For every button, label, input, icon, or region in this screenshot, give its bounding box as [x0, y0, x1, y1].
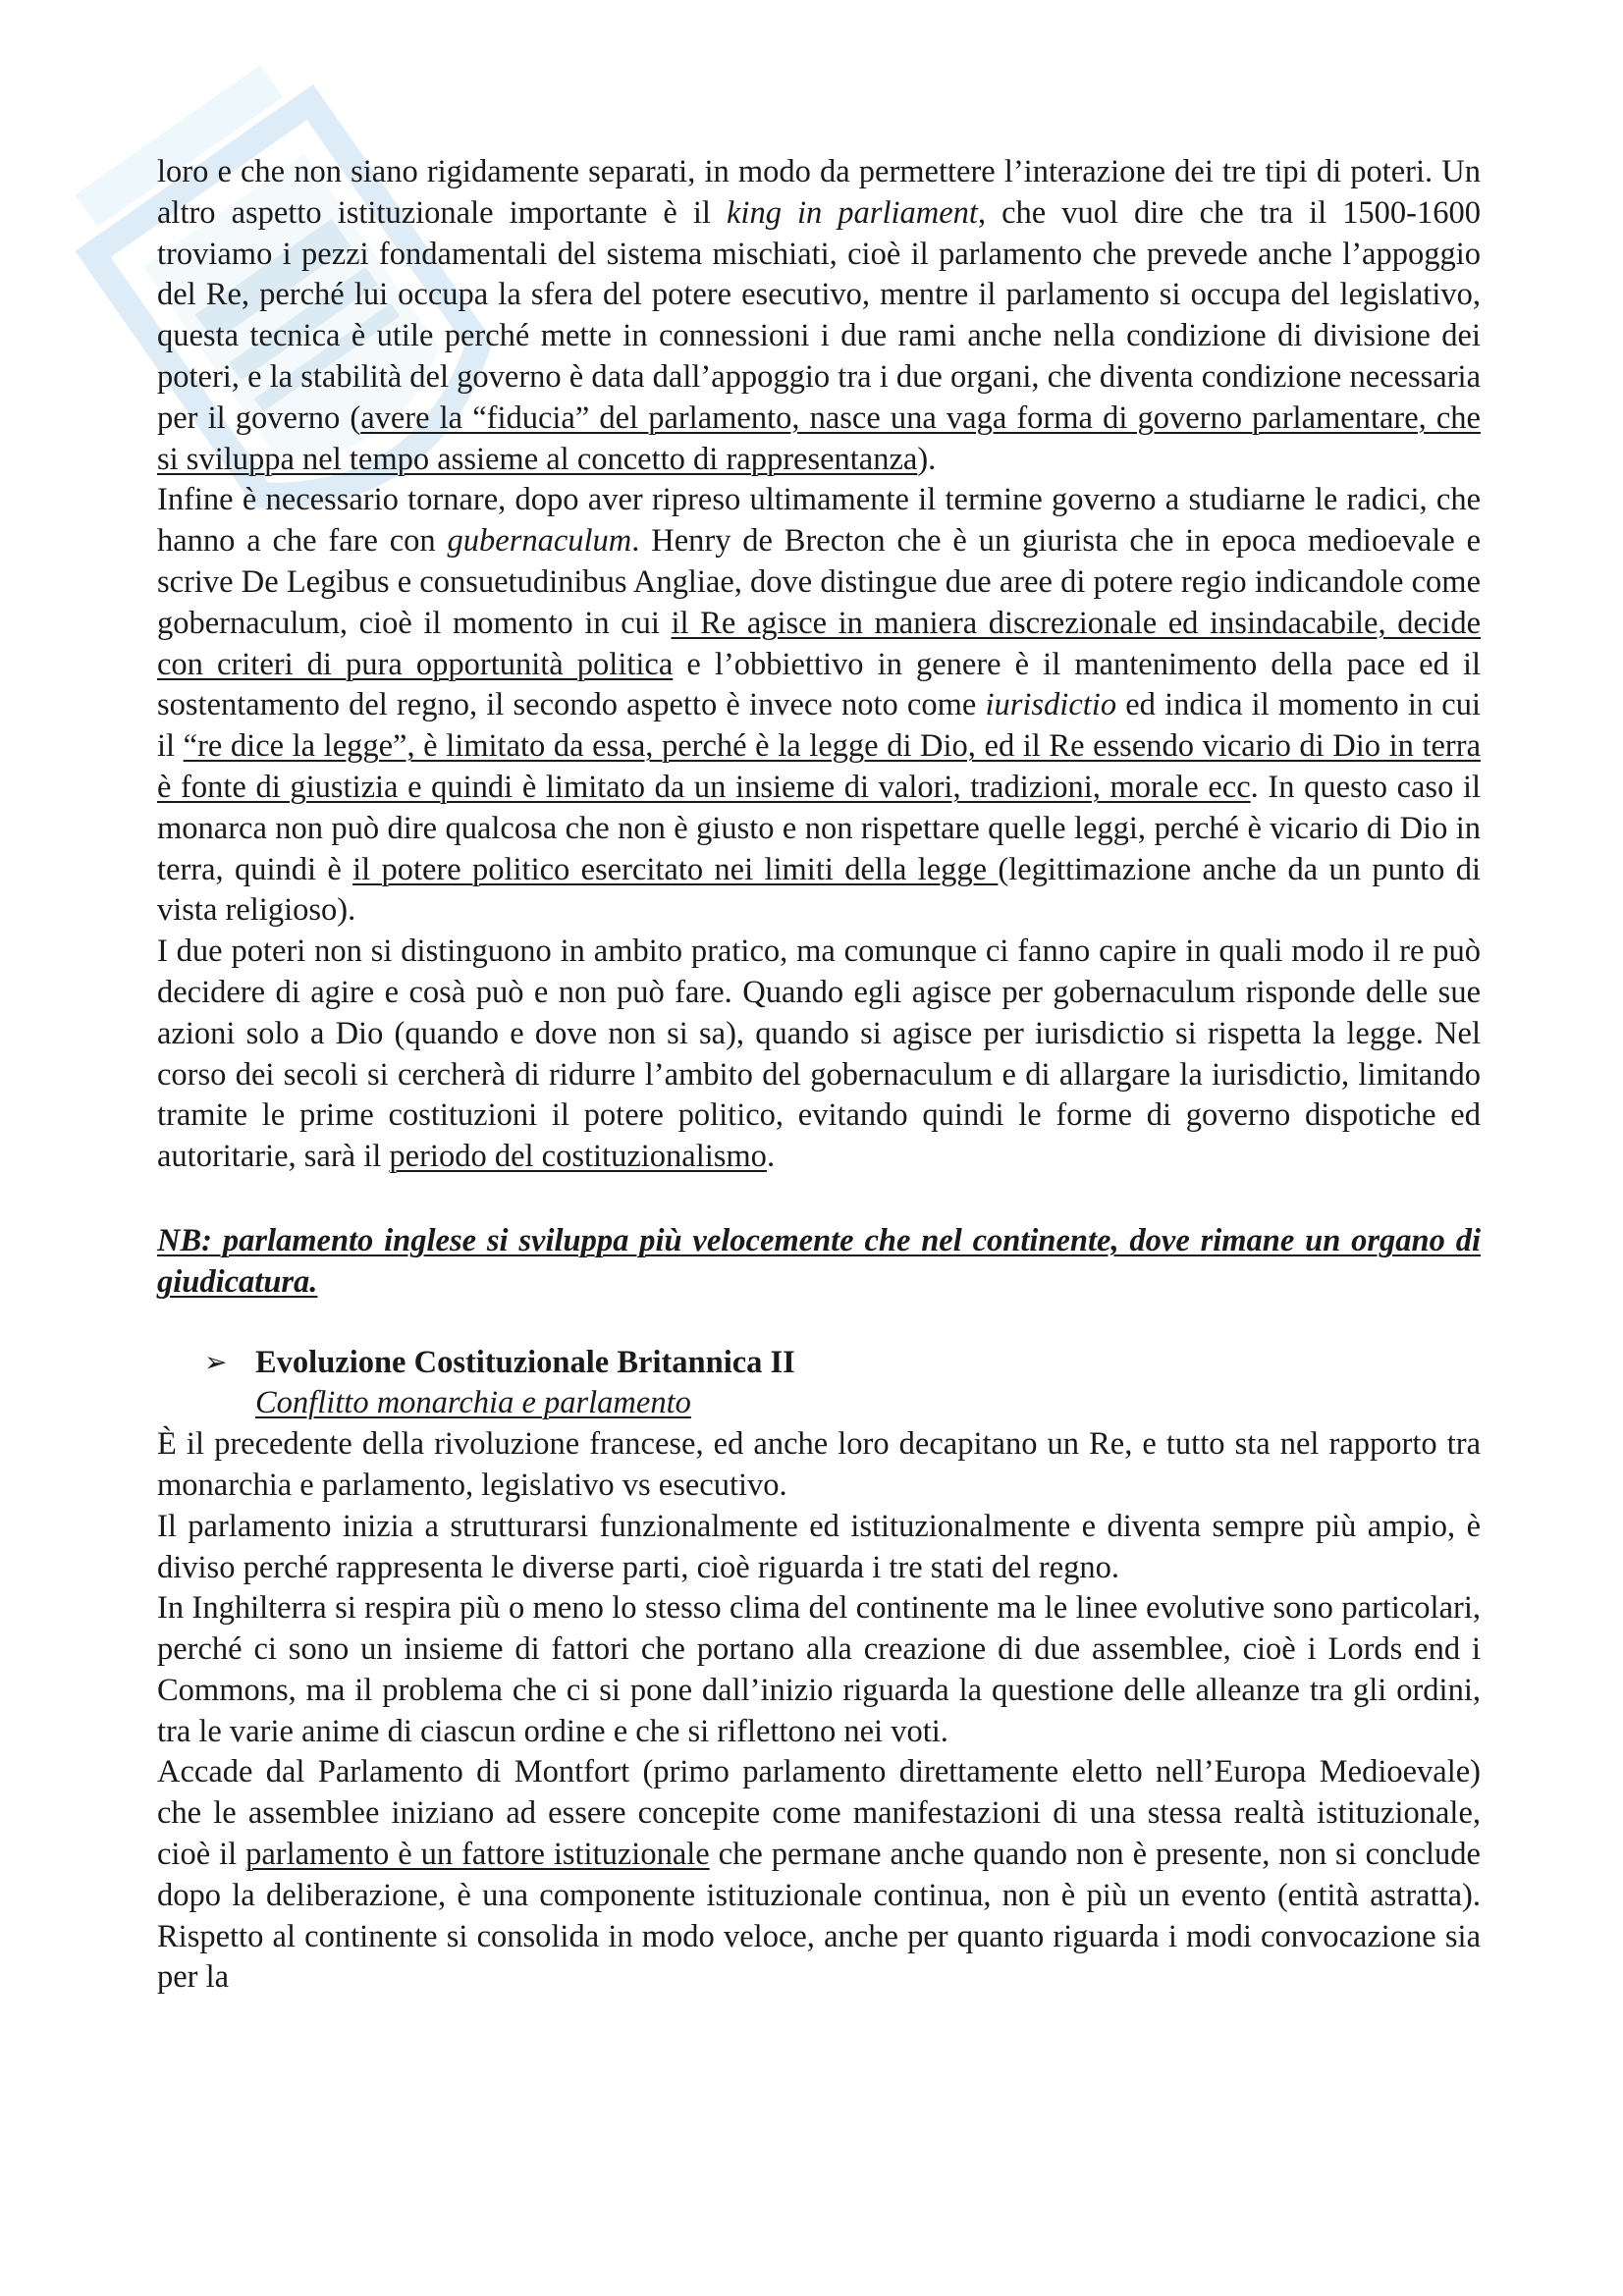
paragraph [157, 152, 1481, 480]
text-run: , che vuol dire che tra il 1500-1600 troviamo i pezzi fondamentali del sistema mischiati, cioè il parlamento che prevede anche l’appoggio del Re, perché lui occupa la sfera del potere esecutivo, mentre il parlamento si occupa del legislativo, questa tecnica è utile perché mette in connessioni i due rami anche nella condizione di divisione dei poteri, e la stabilità del governo è data dall’appoggio tra i due organi, che diventa condizione necessaria per il governo ( [157, 194, 1481, 436]
body-text-top [157, 152, 1481, 1178]
text-run: che permane anche quando non è presente, non si conclude dopo la deliberazione, è una componente istituzionale continua, non è più un evento (entità astratta). Rispetto al continente si consolida in modo veloce, anche per quanto riguarda i modi convocazione sia per la [157, 1837, 1481, 1996]
paragraph [157, 480, 1481, 932]
underlined-text: il Re agisce in maniera discrezionale ed insindacabile, decide con criteri di pura opportunità politica [157, 605, 1482, 682]
document-page [157, 152, 1481, 1999]
section-heading [157, 1343, 1481, 1425]
text-run: In Inghilterra si respira più o meno lo stesso clima del continente ma le linee evolutive sono particolari, perché ci sono un insieme di fattori che portano alla creazione di due assemblee, cioè i Lords end i Commons, ma il problema che ci si pone dall’inizio riguarda la questione delle alleanze tra gli ordini, tra le varie anime di ciascun ordine e che si riflettono nei voti. [157, 1590, 1481, 1749]
underlined-text: avere la “fiducia” del parlamento, nasce una vaga forma di governo parlamentare, che si sviluppa nel tempo assieme al concetto di rappresentanza [157, 400, 1481, 477]
text-run: . Henry de Brecton che è un giurista che in epoca medioevale e scrive De Legibus e consuetudinibus Angliae, dove distingue due aree di potere regio indicandole come gobernaculum, cioè il momento in cui [157, 523, 1482, 641]
nb-note: NB: parlamento inglese si sviluppa più velocemente che nel continente, dove rimane un organo di giudicatura. [157, 1222, 1481, 1300]
text-run: loro e che non siano rigidamente separati, in modo da permettere l’interazione dei tre tipi di poteri. Un altro aspetto istituzionale importante è il [157, 154, 1481, 231]
paragraph [157, 932, 1481, 1178]
italic-term: king in parliament [726, 194, 978, 231]
text-run: È il precedente della rivoluzione francese, ed anche loro decapitano un Re, e tutto sta nel rapporto tra monarchia e parlamento, legislativo vs esecutivo. [157, 1426, 1481, 1503]
text-run: . [766, 1139, 776, 1175]
paragraph [157, 1752, 1481, 1999]
text-run: . In questo caso il monarca non può dire qualcosa che non è giusto e non rispettare quelle leggi, perché è vicario di Dio in terra, quindi è [157, 769, 1481, 887]
text-run: (legittimazione anche da un punto di vista religioso). [157, 851, 1481, 929]
underlined-text: parlamento è un fattore istituzionale [245, 1837, 710, 1873]
text-run: Il parlamento inizia a strutturarsi funzionalmente ed istituzionalmente e diventa sempre più ampio, è diviso perché rappresenta le diverse parti, cioè riguarda i tre stati del regno. [157, 1508, 1481, 1585]
text-run: ). [917, 441, 937, 477]
underlined-text: il potere politico esercitato nei limiti della legge [352, 851, 999, 887]
section-title: Evoluzione Costituzionale Britannica II [255, 1344, 795, 1380]
body-text-bottom [157, 1424, 1481, 1999]
paragraph [157, 1507, 1481, 1589]
section-subtitle: Conflitto monarchia e parlamento [255, 1385, 691, 1421]
italic-term: gubernaculum [447, 523, 632, 560]
text-run: e l’obbiettivo in genere è il mantenimento della pace ed il sostentamento del regno, il secondo aspetto è invece noto come [157, 646, 1481, 723]
text-run: Infine è necessario tornare, dopo aver ripreso ultimamente il termine governo a studiarne le radici, che hanno a che fare con [157, 482, 1481, 560]
text-run: Accade dal Parlamento di Montfort (primo parlamento direttamente eletto nell’Europa Medioevale) che le assemblee iniziano ad essere concepite come manifestazioni di una stessa realtà istituzionale, cioè il [157, 1754, 1481, 1873]
underlined-text: “re dice la legge”, è limitato da essa, perché è la legge di Dio, ed il Re essendo vicario di Dio in terra è fonte di giustizia e quindi è limitato da un insieme di valori, tradizioni, morale ecc [157, 728, 1481, 805]
paragraph [157, 1424, 1481, 1507]
arrow-bullet-icon: ➢ [204, 1347, 228, 1378]
text-run: ed indica il momento in cui il [157, 687, 1481, 765]
paragraph [157, 1588, 1481, 1752]
text-run: I due poteri non si distinguono in ambito pratico, ma comunque ci fanno capire in quali modo il re può decidere di agire e cosà può e non può fare. Quando egli agisce per gobernaculum risponde delle sue azioni solo a Dio (quando e dove non si sa), quando si agisce per iurisdictio si rispetta la legge. Nel corso dei secoli si cercherà di ridurre l’ambito del gobernaculum e di allargare la iurisdictio, limitando tramite le prime costituzioni il potere politico, evitando quindi le forme di governo dispotiche ed autoritarie, sarà il [157, 934, 1481, 1175]
underlined-text: periodo del costituzionalismo [389, 1139, 767, 1175]
italic-term: iurisdictio [985, 687, 1117, 723]
